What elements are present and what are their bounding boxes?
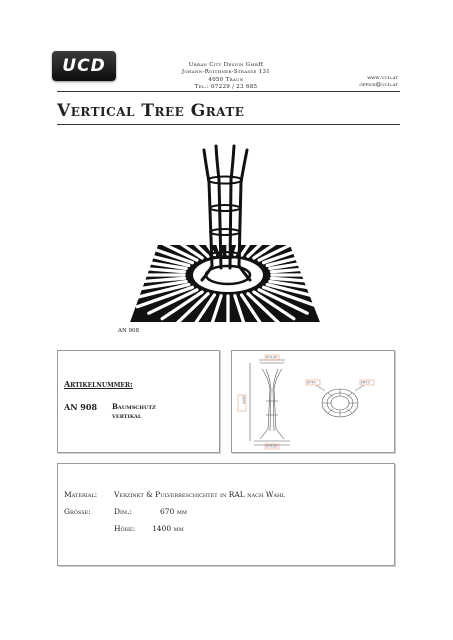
header-divider — [57, 91, 400, 92]
height-value: 1400 mm — [152, 524, 184, 533]
dim-value: 670 mm — [160, 507, 187, 516]
company-phone: Tel.: 07229 / 23 685 — [194, 83, 258, 90]
image-caption: AN 908 — [118, 328, 140, 334]
article-desc-line1: Baumschutz — [112, 402, 156, 411]
company-name: Urban City Design GmbH — [188, 62, 264, 68]
company-logo — [52, 51, 116, 81]
material-label: Material: — [64, 490, 98, 499]
company-email[interactable]: office@ucd.at — [359, 82, 398, 89]
dim-height-label: 1400 — [242, 395, 246, 404]
height-label: Höhe: — [114, 524, 136, 533]
dim-label: Dim.: — [114, 507, 133, 516]
company-website[interactable]: www.ucd.at — [367, 75, 398, 81]
title-divider — [57, 124, 400, 125]
specs-box — [57, 463, 395, 566]
dim-top-label: 670,00 — [266, 355, 278, 360]
article-label: Artikelnummer: — [64, 379, 133, 389]
company-city: 4050 Traun — [208, 76, 244, 83]
dim-bottom-label: 670,00 — [266, 444, 278, 449]
tree-grate-illustration — [130, 140, 320, 330]
company-street: Johann-Roithner-Strasse 131 — [181, 69, 271, 76]
dim-left-circle-label: Ø740 — [307, 380, 316, 385]
dim-right-circle-label: Ø670 — [361, 380, 370, 385]
company-address — [170, 62, 282, 91]
company-contact — [359, 75, 398, 90]
technical-drawing — [232, 351, 393, 452]
page-title: Vertical Tree Grate — [57, 101, 245, 121]
article-desc-line2: vertikal — [112, 411, 142, 420]
size-label: Grösse: — [64, 507, 91, 516]
article-number: AN 908 — [64, 402, 98, 412]
article-description — [112, 402, 156, 420]
material-value: Verzinkt & Pulverbeschichtet in RAL nach Wahl — [114, 490, 285, 499]
logo-text: UCD — [62, 56, 106, 76]
